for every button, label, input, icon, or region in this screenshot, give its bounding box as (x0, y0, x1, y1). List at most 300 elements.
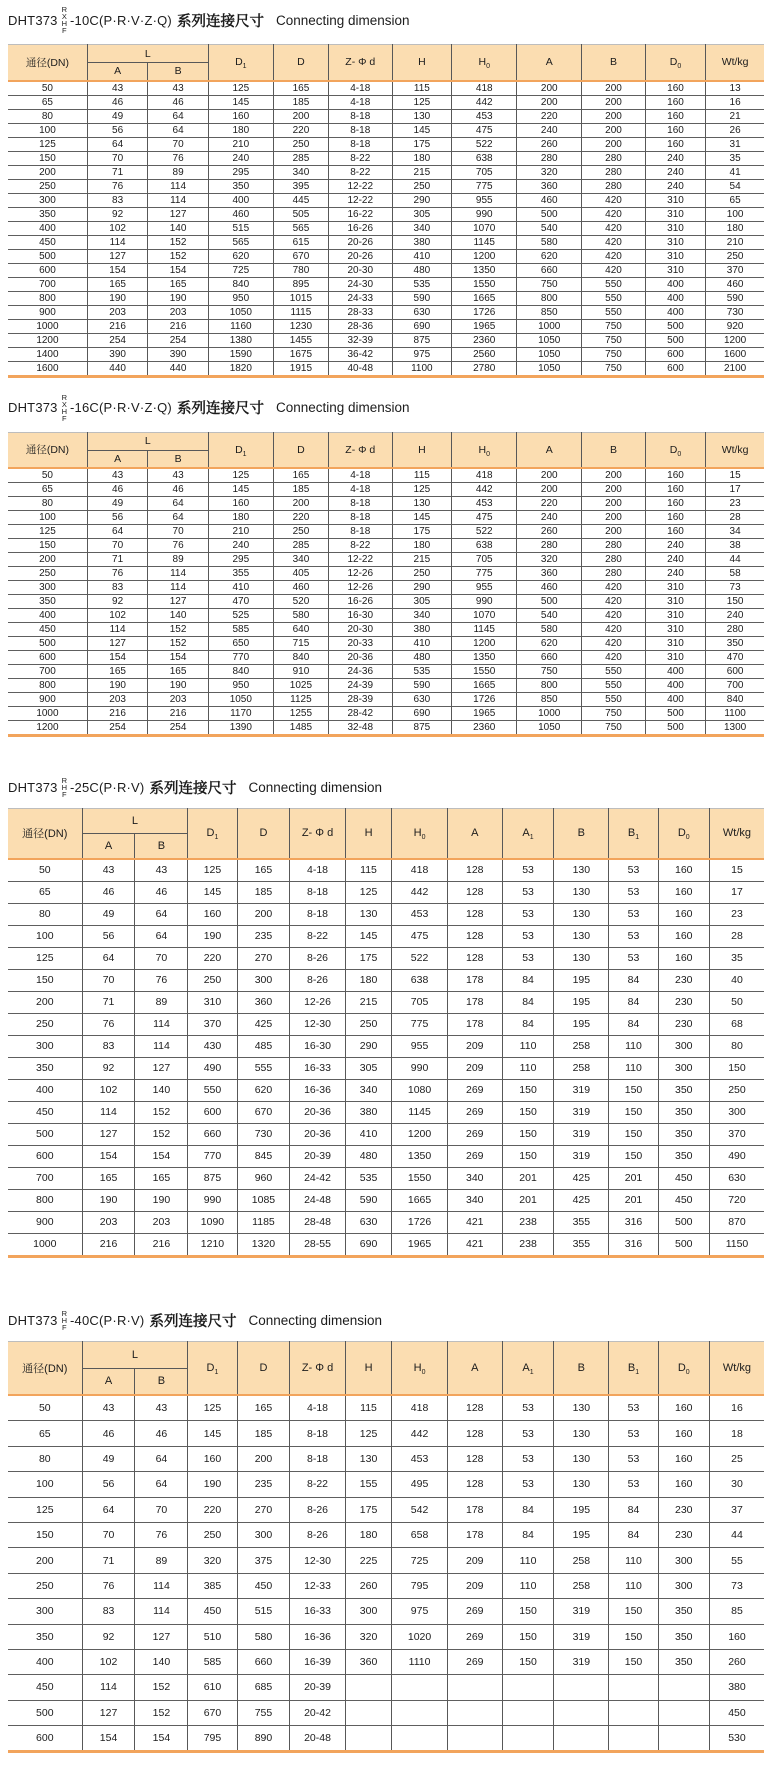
cell: 750 (582, 707, 646, 721)
cell: 1400 (8, 347, 87, 361)
cell: 600 (706, 665, 764, 679)
sub-column-header: A (87, 450, 147, 468)
cell: 500 (645, 707, 705, 721)
cell: 450 (8, 235, 87, 249)
cell: 485 (237, 1035, 290, 1057)
variant-letter: X (61, 12, 67, 21)
cell: 215 (345, 991, 392, 1013)
cell: 115 (392, 81, 452, 96)
cell: 46 (148, 483, 208, 497)
cell: 160 (709, 1624, 764, 1649)
cell: 620 (517, 637, 582, 651)
column-header-label: H (418, 443, 426, 456)
cell: 425 (554, 1167, 609, 1189)
cell: 420 (582, 207, 646, 221)
cell: 700 (8, 1167, 82, 1189)
cell: 535 (392, 665, 452, 679)
cell: 1115 (273, 305, 328, 319)
column-header (517, 432, 582, 468)
cell: 310 (645, 207, 705, 221)
cell: 4-18 (329, 95, 393, 109)
variant-letter: X (61, 399, 67, 409)
cell: 540 (517, 609, 582, 623)
variant-stack (62, 777, 67, 798)
table-row (8, 263, 764, 277)
cell: 430 (188, 1035, 237, 1057)
cell: 800 (8, 679, 87, 693)
column-header (554, 809, 609, 859)
cell: 360 (517, 179, 582, 193)
column-header-subscript: 1 (529, 834, 534, 842)
cell (447, 1700, 502, 1725)
cell: 15 (709, 859, 764, 882)
cell: 770 (208, 651, 273, 665)
cell: 385 (188, 1573, 237, 1598)
cell: 420 (582, 637, 646, 651)
cell: 8-22 (290, 1472, 345, 1497)
cell: 114 (148, 581, 208, 595)
cell: 125 (8, 1497, 82, 1522)
column-header-label: Z- Φ d (301, 827, 334, 840)
table-row (8, 651, 764, 665)
cell: 165 (87, 277, 147, 291)
cell: 50 (8, 859, 82, 882)
cell: 269 (447, 1079, 502, 1101)
table-row (8, 1446, 764, 1471)
cell: 185 (237, 1421, 290, 1446)
cell: 130 (554, 859, 609, 882)
cell: 400 (8, 609, 87, 623)
table-row (8, 525, 764, 539)
cell: 53 (502, 925, 553, 947)
cell: 128 (447, 1472, 502, 1497)
cell: 56 (82, 925, 135, 947)
cell: 1550 (452, 665, 517, 679)
cell: 1085 (237, 1189, 290, 1211)
cell: 145 (392, 123, 452, 137)
cell: 114 (135, 1013, 188, 1035)
cell: 64 (87, 137, 147, 151)
cell: 125 (8, 525, 87, 539)
cell: 44 (706, 553, 764, 567)
cell: 350 (658, 1145, 709, 1167)
cell: 370 (709, 1123, 764, 1145)
cell (345, 1675, 392, 1700)
cell: 600 (645, 361, 705, 376)
dimension-table-section (8, 1310, 764, 1754)
cell: 128 (447, 947, 502, 969)
cell: 350 (658, 1079, 709, 1101)
cell: 154 (87, 651, 147, 665)
cell: 178 (447, 1013, 502, 1035)
cell: 795 (188, 1726, 237, 1752)
cell: 53 (502, 1395, 553, 1421)
cell: 310 (645, 651, 705, 665)
cell: 84 (502, 991, 553, 1013)
cell: 46 (148, 95, 208, 109)
cell: 216 (87, 707, 147, 721)
cell: 150 (502, 1123, 553, 1145)
column-header (208, 45, 273, 81)
column-header (517, 45, 582, 81)
cell: 64 (148, 123, 208, 137)
cell: 160 (645, 511, 705, 525)
column-header (645, 432, 705, 468)
cell: 175 (345, 1497, 392, 1522)
cell: 900 (8, 693, 87, 707)
cell: 160 (658, 947, 709, 969)
dimension-table (8, 808, 764, 1258)
cell: 300 (658, 1573, 709, 1598)
cell: 900 (8, 1211, 82, 1233)
cell: 535 (392, 277, 452, 291)
table-row (8, 497, 764, 511)
cell: 250 (273, 137, 328, 151)
cell: 210 (706, 235, 764, 249)
cell: 64 (135, 925, 188, 947)
cell: 130 (554, 1446, 609, 1471)
table-title (8, 394, 764, 422)
cell: 150 (8, 1522, 82, 1547)
cell: 24-48 (290, 1189, 345, 1211)
cell: 20-33 (329, 637, 393, 651)
cell: 28 (706, 511, 764, 525)
cell: 114 (82, 1675, 135, 1700)
cell: 190 (148, 679, 208, 693)
cell: 565 (273, 221, 328, 235)
cell: 190 (82, 1189, 135, 1211)
cell: 49 (82, 903, 135, 925)
cell: 955 (452, 581, 517, 595)
cell: 1000 (517, 707, 582, 721)
cell: 92 (87, 595, 147, 609)
cell: 470 (208, 595, 273, 609)
column-header (609, 809, 658, 859)
cell: 64 (148, 497, 208, 511)
cell: 128 (447, 925, 502, 947)
cell: 130 (554, 903, 609, 925)
cell: 190 (188, 925, 237, 947)
cell: 8-26 (290, 1522, 345, 1547)
column-header-subscript: 0 (486, 63, 490, 71)
cell: 125 (8, 137, 87, 151)
cell: 280 (517, 539, 582, 553)
cell: 84 (502, 1013, 553, 1035)
cell: 442 (392, 881, 447, 903)
cell: 515 (237, 1599, 290, 1624)
cell: 128 (447, 859, 502, 882)
cell: 1145 (452, 235, 517, 249)
cell: 350 (8, 1624, 82, 1649)
cell: 535 (345, 1167, 392, 1189)
cell: 750 (517, 277, 582, 291)
cell: 490 (188, 1057, 237, 1079)
cell: 500 (517, 595, 582, 609)
series-en-text: Connecting dimension (248, 1312, 383, 1328)
column-header (582, 432, 646, 468)
sub-column-header: B (135, 834, 188, 859)
cell: 53 (609, 1395, 658, 1421)
cell: 360 (517, 567, 582, 581)
cell: 640 (273, 623, 328, 637)
cell: 2360 (452, 333, 517, 347)
cell: 56 (87, 123, 147, 137)
table-row (8, 1599, 764, 1624)
cell: 410 (392, 249, 452, 263)
column-header (290, 1341, 345, 1395)
cell: 44 (709, 1522, 764, 1547)
cell: 530 (709, 1726, 764, 1752)
cell: 775 (452, 567, 517, 581)
cell: 1550 (452, 277, 517, 291)
cell: 110 (502, 1548, 553, 1573)
cell (502, 1700, 553, 1725)
variant-letter: R (61, 776, 68, 785)
cell: 750 (582, 333, 646, 347)
cell: 453 (452, 109, 517, 123)
cell: 50 (8, 468, 87, 483)
cell: 150 (609, 1079, 658, 1101)
cell: 370 (188, 1013, 237, 1035)
cell: 8-22 (329, 539, 393, 553)
cell: 114 (82, 1101, 135, 1123)
cell: 102 (82, 1079, 135, 1101)
cell: 150 (706, 595, 764, 609)
cell: 258 (554, 1057, 609, 1079)
cell: 400 (645, 679, 705, 693)
cell: 705 (392, 991, 447, 1013)
cell: 220 (273, 123, 328, 137)
cell: 85 (709, 1599, 764, 1624)
cell: 76 (87, 179, 147, 193)
cell: 1210 (188, 1233, 237, 1256)
cell: 254 (148, 721, 208, 736)
cell: 180 (345, 1522, 392, 1547)
cell: 1000 (8, 707, 87, 721)
cell: 319 (554, 1599, 609, 1624)
table-row (8, 1057, 764, 1079)
table-row (8, 679, 764, 693)
cell: 110 (609, 1573, 658, 1598)
cell: 54 (706, 179, 764, 193)
cell: 1390 (208, 721, 273, 736)
cell: 46 (82, 881, 135, 903)
table-row (8, 1167, 764, 1189)
variant-letter: H (61, 19, 68, 28)
cell: 380 (345, 1101, 392, 1123)
cell: 295 (208, 553, 273, 567)
cell: 475 (452, 123, 517, 137)
cell: 114 (87, 623, 147, 637)
cell: 18 (709, 1421, 764, 1446)
cell: 114 (148, 567, 208, 581)
cell: 700 (706, 679, 764, 693)
cell: 240 (706, 609, 764, 623)
cell: 425 (237, 1013, 290, 1035)
cell: 770 (188, 1145, 237, 1167)
cell: 1125 (273, 693, 328, 707)
cell: 300 (709, 1101, 764, 1123)
column-header-label: H (413, 1361, 422, 1374)
dn-header: 通径(DN) (8, 809, 82, 859)
cell: 955 (452, 193, 517, 207)
cell: 1726 (452, 693, 517, 707)
cell: 910 (273, 665, 328, 679)
table-row (8, 109, 764, 123)
cell: 305 (392, 595, 452, 609)
cell: 46 (87, 483, 147, 497)
cell: 630 (392, 693, 452, 707)
cell: 150 (8, 539, 87, 553)
cell: 114 (135, 1573, 188, 1598)
table-row (8, 179, 764, 193)
cell: 590 (345, 1189, 392, 1211)
cell: 71 (87, 165, 147, 179)
cell: 418 (452, 81, 517, 96)
cell: 24-42 (290, 1167, 345, 1189)
cell: 425 (554, 1189, 609, 1211)
cell: 320 (517, 553, 582, 567)
table-row (8, 483, 764, 497)
cell: 895 (273, 277, 328, 291)
cell: 1455 (273, 333, 328, 347)
cell: 92 (87, 207, 147, 221)
cell: 240 (208, 539, 273, 553)
cell: 53 (609, 1421, 658, 1446)
cell: 76 (82, 1013, 135, 1035)
cell: 71 (82, 991, 135, 1013)
column-header-label: A (522, 827, 530, 840)
column-header-label: D (259, 827, 268, 840)
cell: 685 (237, 1675, 290, 1700)
column-header-subscript: 1 (635, 1368, 640, 1376)
cell: 152 (148, 623, 208, 637)
cell: 310 (645, 637, 705, 651)
column-header-subscript: 1 (529, 1368, 534, 1376)
cell: 140 (148, 221, 208, 235)
cell: 280 (517, 151, 582, 165)
cell: 165 (148, 277, 208, 291)
cell: 195 (554, 969, 609, 991)
cell: 140 (148, 609, 208, 623)
cell: 690 (392, 319, 452, 333)
cell: 750 (582, 347, 646, 361)
cell: 38 (706, 539, 764, 553)
cell: 319 (554, 1123, 609, 1145)
cell: 450 (8, 1675, 82, 1700)
cell: 280 (706, 623, 764, 637)
cell: 24-39 (329, 679, 393, 693)
table-row (8, 1497, 764, 1522)
cell: 53 (502, 903, 553, 925)
cell: 83 (82, 1035, 135, 1057)
table-row (8, 1101, 764, 1123)
cell: 28-48 (290, 1211, 345, 1233)
cell: 370 (706, 263, 764, 277)
cell: 955 (392, 1035, 447, 1057)
cell: 200 (8, 1548, 82, 1573)
column-header (237, 1341, 290, 1395)
cell: 100 (8, 925, 82, 947)
cell: 1230 (273, 319, 328, 333)
variant-letter: H (61, 783, 68, 792)
cell: 200 (582, 95, 646, 109)
cell: 203 (87, 693, 147, 707)
cell: 160 (645, 483, 705, 497)
cell: 410 (345, 1123, 392, 1145)
cell: 2100 (706, 361, 764, 376)
cell: 8-22 (290, 925, 345, 947)
cell: 550 (582, 291, 646, 305)
cell: 160 (645, 497, 705, 511)
cell: 16-26 (329, 221, 393, 235)
cell: 1145 (392, 1101, 447, 1123)
column-header (188, 809, 237, 859)
cell: 203 (148, 305, 208, 319)
cell: 480 (345, 1145, 392, 1167)
column-header-label: H (478, 56, 487, 69)
cell: 420 (582, 623, 646, 637)
cell: 16-36 (290, 1079, 345, 1101)
cell: 150 (609, 1101, 658, 1123)
table-row (8, 1421, 764, 1446)
cell: 8-18 (329, 123, 393, 137)
cell: 850 (517, 693, 582, 707)
cell: 269 (447, 1649, 502, 1674)
cell: 260 (517, 137, 582, 151)
cell: 70 (87, 539, 147, 553)
cell: 127 (148, 595, 208, 609)
cell: 43 (82, 1395, 135, 1421)
table-row (8, 1395, 764, 1421)
cell: 305 (392, 207, 452, 221)
cell: 490 (709, 1145, 764, 1167)
cell: 1200 (706, 333, 764, 347)
cell: 12-30 (290, 1548, 345, 1573)
cell: 70 (87, 151, 147, 165)
cell: 32-39 (329, 333, 393, 347)
cell: 258 (554, 1035, 609, 1057)
cell: 110 (609, 1548, 658, 1573)
cell: 300 (658, 1548, 709, 1573)
cell: 65 (8, 95, 87, 109)
cell: 92 (82, 1624, 135, 1649)
cell: 875 (392, 333, 452, 347)
cell: 125 (188, 859, 237, 882)
cell: 216 (148, 319, 208, 333)
cell: 500 (658, 1233, 709, 1256)
cell: 200 (273, 109, 328, 123)
cell: 210 (208, 525, 273, 539)
column-header-subscript: 0 (685, 1368, 690, 1376)
cell: 300 (8, 1035, 82, 1057)
cell: 840 (208, 277, 273, 291)
cell: 638 (452, 539, 517, 553)
variant-letter: F (62, 1322, 67, 1332)
cell: 203 (82, 1211, 135, 1233)
cell: 203 (87, 305, 147, 319)
cell: 650 (208, 637, 273, 651)
column-header-label: Z- Φ d (345, 56, 376, 69)
cell: 43 (87, 81, 147, 96)
cell (609, 1726, 658, 1752)
cell: 200 (237, 903, 290, 925)
cell: 990 (452, 207, 517, 221)
cell: 201 (609, 1167, 658, 1189)
table-row (8, 305, 764, 319)
cell: 64 (135, 1446, 188, 1471)
cell: 350 (706, 637, 764, 651)
